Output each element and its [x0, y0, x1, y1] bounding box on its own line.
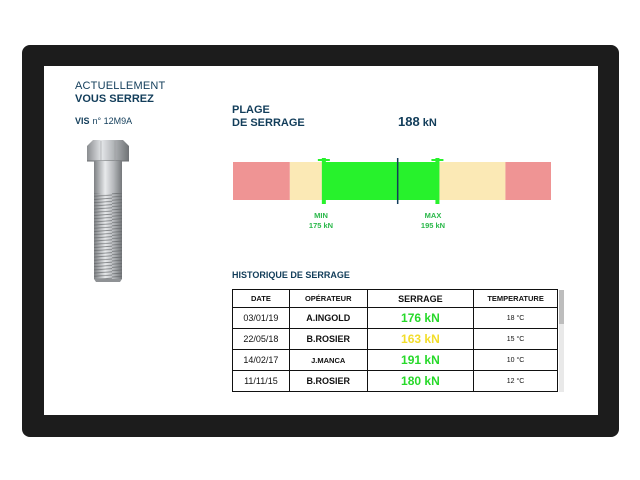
gauge-zone-yellow-low: [290, 162, 324, 200]
gauge-max-bracket: [435, 158, 439, 204]
cell-temperature: 15 °C: [474, 329, 558, 350]
cell-date: 14/02/17: [233, 350, 290, 371]
table-row[interactable]: [233, 350, 558, 371]
history-table: [232, 289, 558, 392]
history-scrollbar-thumb[interactable]: [559, 290, 564, 324]
gauge-max-label: [408, 211, 458, 231]
cell-date: 03/01/19: [233, 308, 290, 329]
table-row[interactable]: [233, 329, 558, 350]
current-label-line1: ACTUELLEMENT: [75, 80, 166, 92]
range-title-line2: DE SERRAGE: [232, 117, 305, 129]
screw-number: n° 12M9A: [92, 116, 133, 126]
cell-temperature: 10 °C: [474, 350, 558, 371]
column-header-operator[interactable]: OPÉRATEUR: [289, 290, 367, 308]
column-header-date[interactable]: DATE: [233, 290, 290, 308]
gauge-max-value: 195 kN: [420, 221, 446, 230]
gauge-min-value: 175 kN: [308, 221, 334, 230]
gauge-min-bracket: [322, 158, 326, 204]
column-header-serrage[interactable]: SERRAGE: [367, 290, 474, 308]
cell-operator: B.ROSIER: [289, 329, 367, 350]
current-force-value: 188: [398, 114, 420, 129]
current-force-readout: [398, 114, 437, 129]
screw-label: VIS: [75, 116, 90, 126]
gauge-min-label: [296, 211, 346, 231]
cell-serrage: 163 kN: [367, 329, 474, 350]
table-row[interactable]: [233, 371, 558, 392]
gauge-zone-green: [324, 162, 438, 200]
screw-id: [75, 116, 132, 126]
bolt-image: [84, 140, 132, 282]
gauge-max-title: MAX: [424, 211, 442, 220]
current-label-line2: VOUS SERREZ: [75, 93, 154, 105]
gauge-min-title: MIN: [314, 211, 328, 220]
gauge-min-tick: [318, 159, 330, 161]
gauge-zone-yellow-high: [437, 162, 505, 200]
screen: [44, 66, 598, 415]
gauge-zone-red-high: [505, 162, 551, 200]
cell-serrage: 180 kN: [367, 371, 474, 392]
tightening-range-gauge: [232, 158, 552, 204]
current-force-unit: kN: [422, 117, 437, 129]
cell-temperature: 12 °C: [474, 371, 558, 392]
gauge-zone-red-low: [233, 162, 290, 200]
range-title-line1: PLAGE: [232, 104, 270, 116]
cell-serrage: 191 kN: [367, 350, 474, 371]
cell-temperature: 18 °C: [474, 308, 558, 329]
gauge-max-tick: [431, 159, 443, 161]
cell-serrage: 176 kN: [367, 308, 474, 329]
history-title: HISTORIQUE DE SERRAGE: [232, 270, 350, 280]
cell-date: 22/05/18: [233, 329, 290, 350]
cell-operator: J.MANCA: [289, 350, 367, 371]
cell-operator: A.INGOLD: [289, 308, 367, 329]
column-header-temperature[interactable]: TEMPERATURE: [474, 290, 558, 308]
cell-date: 11/11/15: [233, 371, 290, 392]
cell-operator: B.ROSIER: [289, 371, 367, 392]
table-header-row: [233, 290, 558, 308]
table-row[interactable]: [233, 308, 558, 329]
